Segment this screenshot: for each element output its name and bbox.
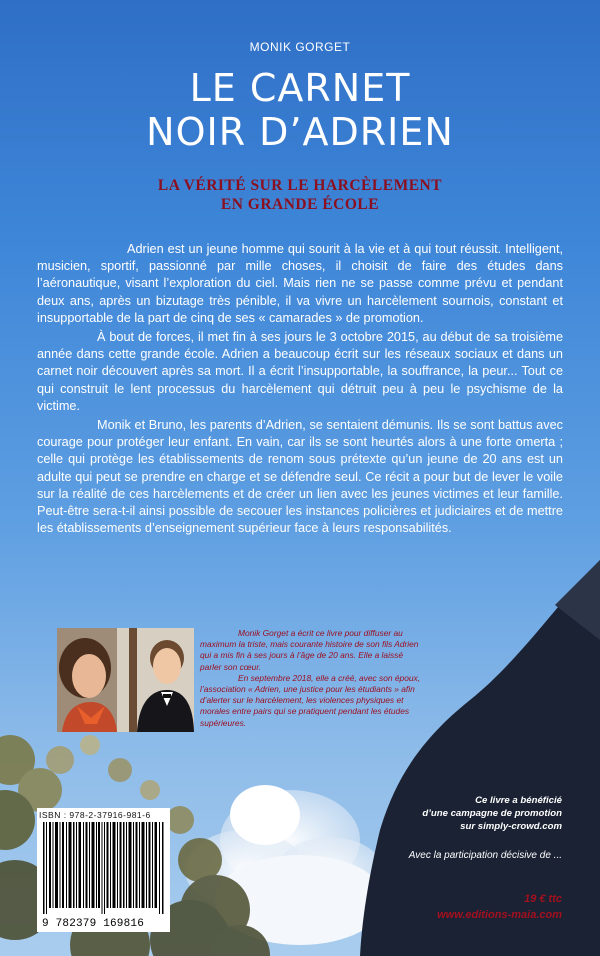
book-title xyxy=(0,66,600,154)
person-silhouette-shape xyxy=(360,560,600,956)
bio-paragraph: Monik Gorget a écrit ce livre pour diffuser au maximum la triste, mais courante histoire de son fils Adrien qui a mis fin à ses jours à l’âge de 20 ans. Elle a laissé parler son cœur. xyxy=(200,628,419,672)
book-subtitle xyxy=(0,176,600,214)
barcode-icon xyxy=(43,822,164,914)
summary-text xyxy=(37,241,563,539)
isbn-barcode-box xyxy=(37,808,170,932)
title-line: LE CARNET xyxy=(189,66,411,110)
crowdfunding-note xyxy=(342,794,562,833)
participation-note: Avec la participation décisive de ... xyxy=(408,850,562,861)
subtitle-line: EN GRANDE ÉCOLE xyxy=(220,196,380,213)
crowd-line: sur simply-crowd.com xyxy=(460,821,562,832)
barcode-number: 9 782379 169816 xyxy=(42,918,145,930)
book-price: 19 € ttc xyxy=(524,893,562,905)
author-photo xyxy=(57,628,194,732)
isbn-label: ISBN : 978-2-37916-981-6 xyxy=(39,810,151,820)
summary-paragraph: À bout de forces, il met fin à ses jours le 3 octobre 2015, au début de sa troisième année dans cette grande école. Adrien a beaucoup écrit sur les réseaux sociaux et dans un carnet noir découvert après sa mort. Il a écrit l’insupportable, la souffrance, la peur... Tout ce qui construit le lent processus du harcèlement qui détruit peu à peu le psychisme de la victime. xyxy=(37,330,563,413)
summary-paragraph: Monik et Bruno, les parents d’Adrien, se sentaient démunis. Ils se sont battus avec courage pour protéger leur enfant. En vain, car ils se sont heurtés alors à une forte omerta ; celle qui protège les établissements de renom sous prétexte qu’un jeune de 20 ans est un adulte qui peut se prendre en charge et se défendre seul. Ce récit a pour but de lever le voile sur la réalité de ces harcèlements et de créer un lien avec les jeunes victimes et leur famille. Peut-être sera-t-il ainsi possible de secouer les instances policières et judiciaires et de mettre les établissements d’enseignement supérieur face à leurs responsabilités. xyxy=(37,418,563,536)
author-bio xyxy=(200,628,422,729)
author-name: MONIK GORGET xyxy=(249,40,351,54)
bio-paragraph: En septembre 2018, elle a créé, avec son époux, l’association « Adrien, une justice pour les étudiants » afin d’alerter sur le harcèlement, les violences physiques et morales entre pairs qui se pratiquent pendant les études supérieures. xyxy=(200,672,421,728)
publisher-website: www.editions-maia.com xyxy=(437,909,562,921)
subtitle-line: LA VÉRITÉ SUR LE HARCÈLEMENT xyxy=(157,177,443,194)
crowd-line: Ce livre a bénéficié xyxy=(475,795,562,806)
summary-paragraph: Adrien est un jeune homme qui sourit à la vie et à qui tout réussit. Intelligent, musicien, sportif, passionné par mille choses, il choisit de faire des études dans l’aéronautique, visant l’exploration du ciel. Mais rien ne se passe comme prévu et pendant deux ans, après un bizutage très pénible, il va vivre un harcèlement sournois, constant et insupportable de la part de cinq de ses « camarades » de promotion. xyxy=(37,242,563,325)
title-line: NOIR D’ADRIEN xyxy=(146,110,454,154)
crowd-line: d’une campagne de promotion xyxy=(422,808,562,819)
